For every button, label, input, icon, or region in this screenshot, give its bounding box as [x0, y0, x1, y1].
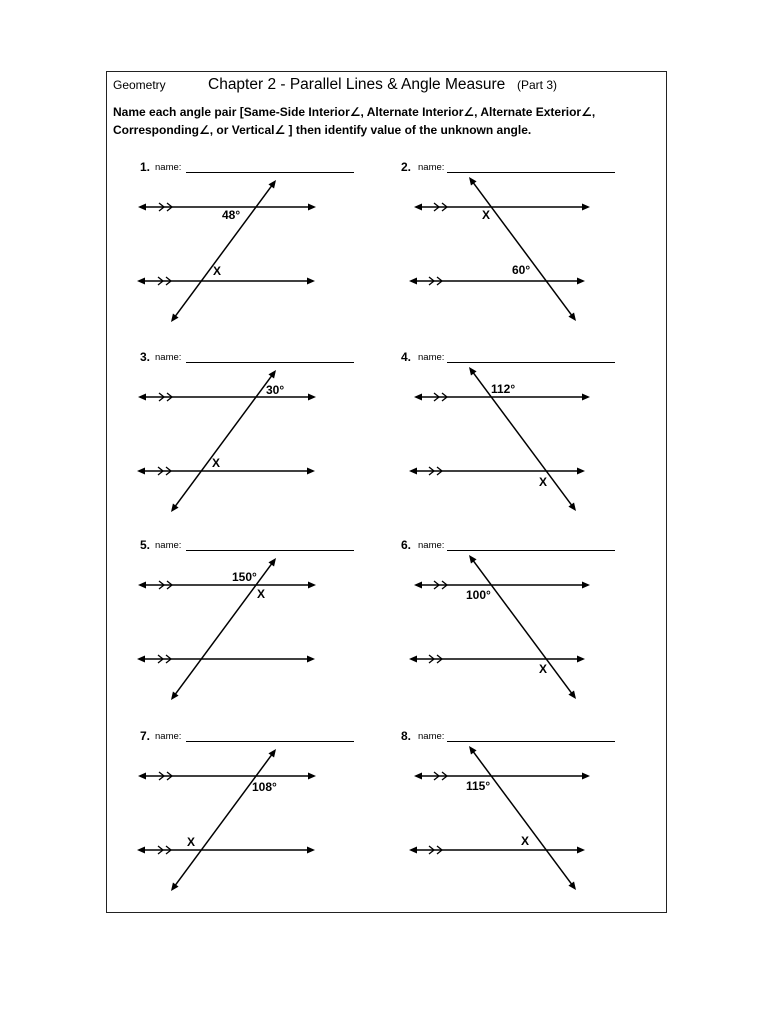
unknown-angle-label: X: [539, 662, 548, 676]
problem-4: [391, 345, 631, 525]
given-angle-label: 112°: [491, 382, 516, 396]
given-angle-label: 100°: [466, 588, 491, 602]
transversal-line: [470, 179, 575, 320]
bottom-line-right-arrowhead: [577, 468, 585, 475]
transversal-line: [470, 369, 575, 510]
problem-number: 3.: [140, 350, 151, 364]
top-line-right-arrowhead: [308, 394, 316, 401]
transversal-top-arrowhead: [268, 370, 276, 379]
bottom-line-right-arrowhead: [307, 656, 315, 663]
transversal-top-arrowhead: [268, 180, 276, 189]
bottom-line-right-arrowhead: [577, 847, 585, 854]
transversal-top-arrowhead: [268, 558, 276, 567]
parallel-lines-diagram: [391, 345, 631, 525]
given-angle-label: 30°: [266, 383, 285, 397]
problem-number: 2.: [401, 160, 412, 174]
transversal-top-arrowhead: [469, 555, 477, 564]
given-angle-label: 48°: [222, 208, 241, 222]
top-line-left-arrowhead: [138, 204, 146, 211]
top-line-right-arrowhead: [582, 582, 590, 589]
bottom-line-left-arrowhead: [409, 278, 417, 285]
problem-number: 4.: [401, 350, 412, 364]
instructions-line-1: Name each angle pair [Same-Side Interior∠, Alternate Interior∠, Alternate Exterior∠,: [113, 105, 596, 119]
transversal-line: [470, 557, 575, 698]
name-label: name:: [418, 352, 445, 363]
course-label: Geometry: [113, 78, 166, 92]
problem-number: 7.: [140, 729, 151, 743]
transversal-bottom-arrowhead: [568, 502, 576, 511]
unknown-angle-label: X: [187, 835, 196, 849]
top-line-left-arrowhead: [414, 394, 422, 401]
top-line-right-arrowhead: [308, 582, 316, 589]
problem-5: [130, 533, 370, 713]
unknown-angle-label: X: [521, 834, 530, 848]
transversal-line: [172, 560, 275, 699]
bottom-line-left-arrowhead: [137, 468, 145, 475]
parallel-lines-diagram: [130, 155, 370, 335]
parallel-lines-diagram: [130, 345, 370, 525]
transversal-bottom-arrowhead: [568, 881, 576, 890]
transversal-line: [172, 751, 275, 890]
name-label: name:: [418, 162, 445, 173]
problem-3: [130, 345, 370, 525]
unknown-angle-label: X: [213, 264, 222, 278]
top-line-left-arrowhead: [138, 394, 146, 401]
top-line-left-arrowhead: [414, 582, 422, 589]
parallel-lines-diagram: [130, 533, 370, 713]
transversal-bottom-arrowhead: [171, 691, 179, 700]
unknown-angle-label: X: [482, 208, 491, 222]
transversal-line: [470, 748, 575, 889]
top-line-right-arrowhead: [308, 204, 316, 211]
transversal-top-arrowhead: [469, 746, 477, 755]
top-line-right-arrowhead: [582, 773, 590, 780]
transversal-top-arrowhead: [469, 367, 477, 376]
given-angle-label: 60°: [512, 263, 531, 277]
worksheet-title: Chapter 2 - Parallel Lines & Angle Measure: [208, 76, 506, 93]
parallel-lines-diagram: [391, 533, 631, 713]
problem-2: [391, 155, 631, 335]
problem-1: [130, 155, 370, 335]
top-line-left-arrowhead: [138, 773, 146, 780]
top-line-left-arrowhead: [138, 582, 146, 589]
top-line-right-arrowhead: [582, 394, 590, 401]
unknown-angle-label: X: [257, 587, 266, 601]
problem-6: [391, 533, 631, 713]
unknown-angle-label: X: [539, 475, 548, 489]
parallel-lines-diagram: [130, 724, 370, 904]
bottom-line-right-arrowhead: [307, 278, 315, 285]
bottom-line-left-arrowhead: [137, 278, 145, 285]
name-label: name:: [155, 352, 182, 363]
transversal-line: [172, 372, 275, 511]
name-label: name:: [155, 731, 182, 742]
transversal-line: [172, 182, 275, 321]
bottom-line-left-arrowhead: [409, 847, 417, 854]
bottom-line-left-arrowhead: [137, 847, 145, 854]
instructions-line-2: Corresponding∠, or Vertical∠ ] then identify value of the unknown angle.: [113, 123, 532, 137]
transversal-top-arrowhead: [469, 177, 477, 186]
transversal-bottom-arrowhead: [568, 312, 576, 321]
parallel-lines-diagram: [391, 724, 631, 904]
bottom-line-right-arrowhead: [307, 847, 315, 854]
problem-8: [391, 724, 631, 904]
problem-number: 5.: [140, 538, 151, 552]
problem-7: [130, 724, 370, 904]
unknown-angle-label: X: [212, 456, 221, 470]
problem-number: 1.: [140, 160, 151, 174]
bottom-line-left-arrowhead: [409, 468, 417, 475]
part-label: (Part 3): [517, 78, 558, 92]
transversal-bottom-arrowhead: [171, 503, 179, 512]
given-angle-label: 150°: [232, 570, 257, 584]
transversal-top-arrowhead: [268, 749, 276, 758]
top-line-left-arrowhead: [414, 773, 422, 780]
bottom-line-right-arrowhead: [577, 278, 585, 285]
name-label: name:: [418, 540, 445, 551]
top-line-left-arrowhead: [414, 204, 422, 211]
transversal-bottom-arrowhead: [171, 313, 179, 322]
transversal-bottom-arrowhead: [171, 882, 179, 891]
name-label: name:: [155, 540, 182, 551]
parallel-lines-diagram: [391, 155, 631, 335]
bottom-line-right-arrowhead: [577, 656, 585, 663]
bottom-line-left-arrowhead: [137, 656, 145, 663]
bottom-line-right-arrowhead: [307, 468, 315, 475]
top-line-right-arrowhead: [308, 773, 316, 780]
transversal-bottom-arrowhead: [568, 690, 576, 699]
given-angle-label: 108°: [252, 780, 277, 794]
bottom-line-left-arrowhead: [409, 656, 417, 663]
name-label: name:: [155, 162, 182, 173]
given-angle-label: 115°: [466, 779, 491, 793]
problem-number: 6.: [401, 538, 412, 552]
name-label: name:: [418, 731, 445, 742]
problem-number: 8.: [401, 729, 412, 743]
top-line-right-arrowhead: [582, 204, 590, 211]
